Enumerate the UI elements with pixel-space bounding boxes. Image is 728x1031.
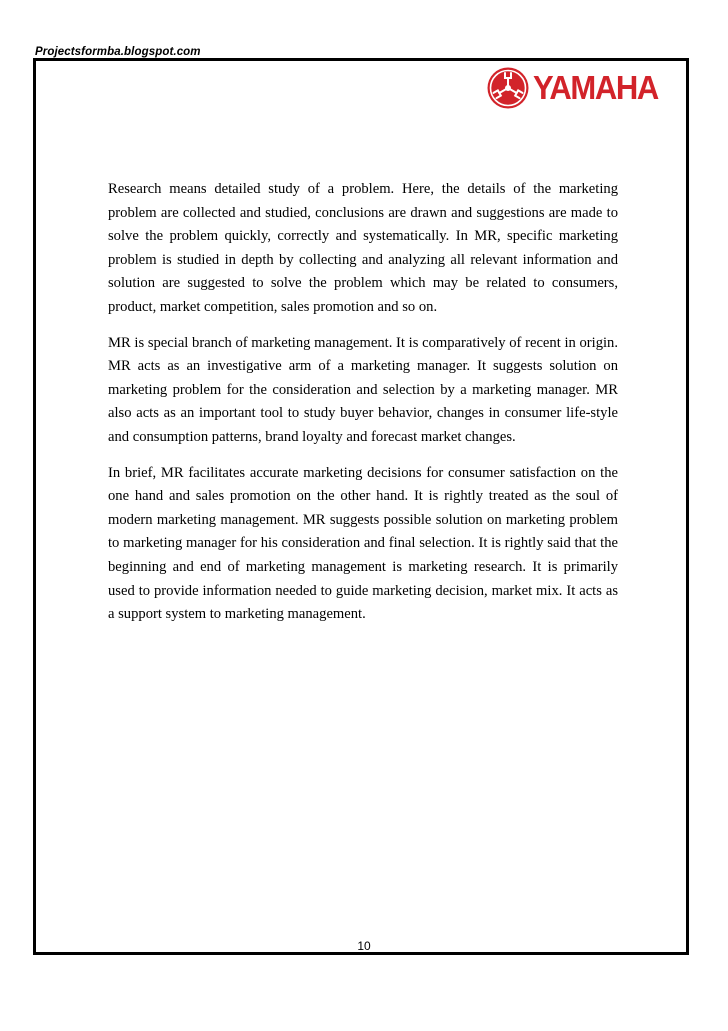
tuning-forks-emblem-icon [486, 66, 530, 110]
yamaha-wordmark: YAMAHA [533, 68, 658, 107]
paragraph-research-definition: Research means detailed study of a problem. Here, the details of the marketing problem are collected and studied, conclusions are drawn and suggestions are made to solve the problem quickly, correctly and systematically. In MR, specific marketing problem is studied in depth by collecting and analyzing all relevant information and solution are suggested to solve the problem which may be related to consumers, product, market competition, sales promotion and so on. [108, 181, 618, 315]
paragraph-mr-branch: MR is special branch of marketing management. It is comparatively of recent in origin. MR acts as an investigative arm of a marketing manager. It suggests solution on marketing problem for the consideration and selection by a marketing manager. MR also acts as an important tool to study buyer behavior, changes in consumer life-style and consumption patterns, brand loyalty and forecast market changes. [108, 334, 618, 445]
body-content [108, 178, 618, 639]
paragraph-mr-summary: In brief, MR facilitates accurate marketing decisions for consumer satisfaction on the one hand and sales promotion on the other hand. It is rightly treated as the soul of modern marketing management. MR suggests possible solution on marketing problem to marketing manager for his consideration and final selection. It is rightly said that the beginning and end of marketing management is marketing research. It is primarily used to provide information needed to guide marketing decision, market mix. It acts as a support system to marketing management. [108, 464, 618, 623]
page-number [0, 939, 728, 953]
site-header-text: Projectsformba.blogspot.com [35, 46, 201, 58]
page-number-value: 10 [357, 939, 371, 953]
yamaha-logo [486, 65, 682, 111]
